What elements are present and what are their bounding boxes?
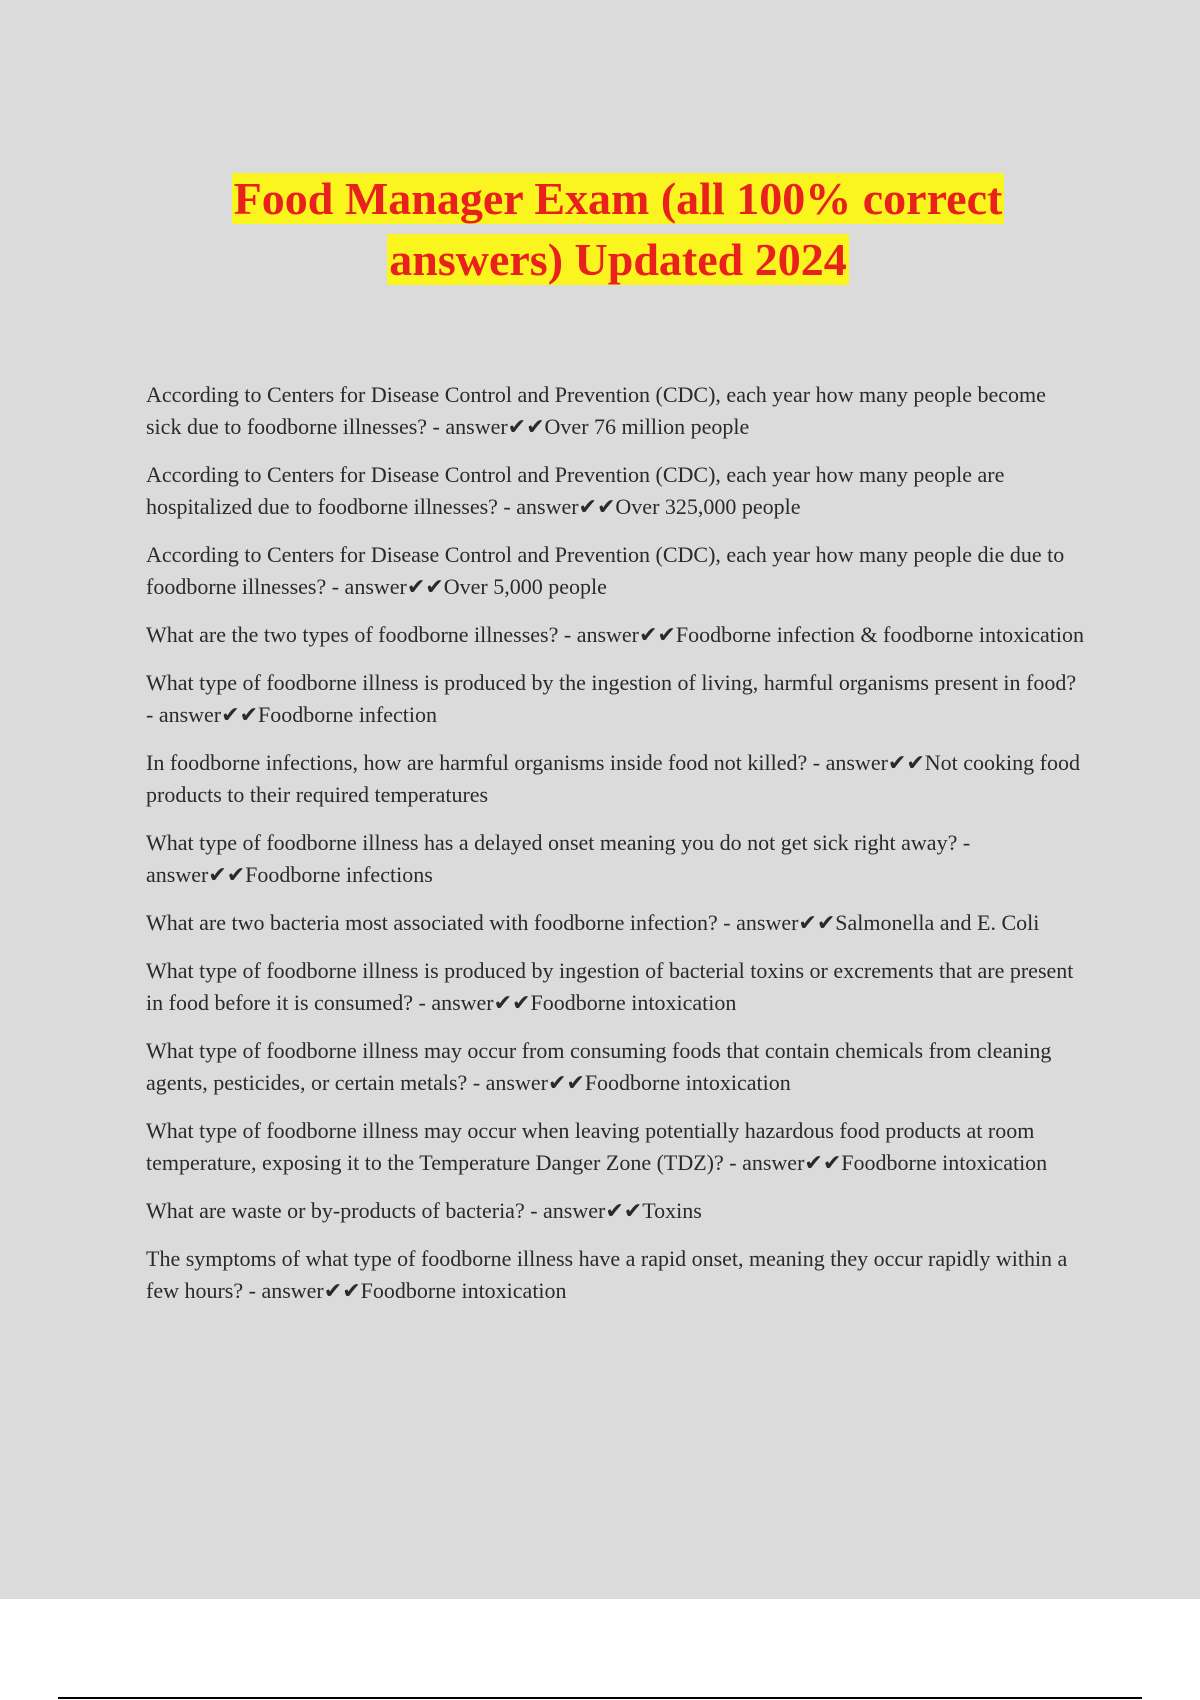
title-line-2: [0, 229, 1200, 290]
footer-divider: [58, 1697, 1142, 1699]
title-line-1: [0, 168, 1200, 229]
qa-item: What are two bacteria most associated with foodborne infection? - answer✔✔Salmonella and E. Coli: [146, 910, 1040, 935]
qa-item: In foodborne infections, how are harmful organisms inside food not killed? - answer✔✔Not cooking food products to their required temperatures: [146, 750, 1080, 807]
qa-item: What type of foodborne illness is produced by the ingestion of living, harmful organisms present in food? - answer✔✔Foodborne infection: [146, 670, 1077, 727]
qa-item: According to Centers for Disease Control and Prevention (CDC), each year how many people become sick due to foodborne illnesses? - answer✔✔Over 76 million people: [146, 382, 1046, 439]
qa-item: What type of foodborne illness is produced by ingestion of bacterial toxins or excrements that are present in food before it is consumed? - answer✔✔Foodborne intoxication: [146, 958, 1074, 1015]
qa-item: What type of foodborne illness may occur when leaving potentially hazardous food products at room temperature, exposing it to the Temperature Danger Zone (TDZ)? - answer✔✔Foodborne intoxication: [146, 1118, 1048, 1175]
document-title: [0, 168, 1200, 290]
title-line-1-text: Food Manager Exam (all 100% correct: [233, 173, 1003, 224]
qa-item: The symptoms of what type of foodborne illness have a rapid onset, meaning they occur rapidly within a few hours? - answer✔✔Foodborne intoxication: [146, 1246, 1068, 1303]
title-line-2-text: answers) Updated 2024: [389, 234, 847, 285]
qa-item: What type of foodborne illness has a delayed onset meaning you do not get sick right away? - answer✔✔Foodborne infections: [146, 830, 971, 887]
qa-item: According to Centers for Disease Control and Prevention (CDC), each year how many people die due to foodborne illnesses? - answer✔✔Over 5,000 people: [146, 542, 1065, 599]
qa-item: According to Centers for Disease Control and Prevention (CDC), each year how many people are hospitalized due to foodborne illnesses? - answer✔✔Over 325,000 people: [146, 462, 1005, 519]
qa-item: What are waste or by-products of bacteria? - answer✔✔Toxins: [146, 1198, 702, 1223]
qa-item: What type of foodborne illness may occur from consuming foods that contain chemicals from cleaning agents, pesticides, or certain metals? - answer✔✔Foodborne intoxication: [146, 1038, 1052, 1095]
qa-item: What are the two types of foodborne illnesses? - answer✔✔Foodborne infection & foodborne intoxication: [146, 622, 1085, 647]
qa-list: [146, 379, 1086, 1323]
